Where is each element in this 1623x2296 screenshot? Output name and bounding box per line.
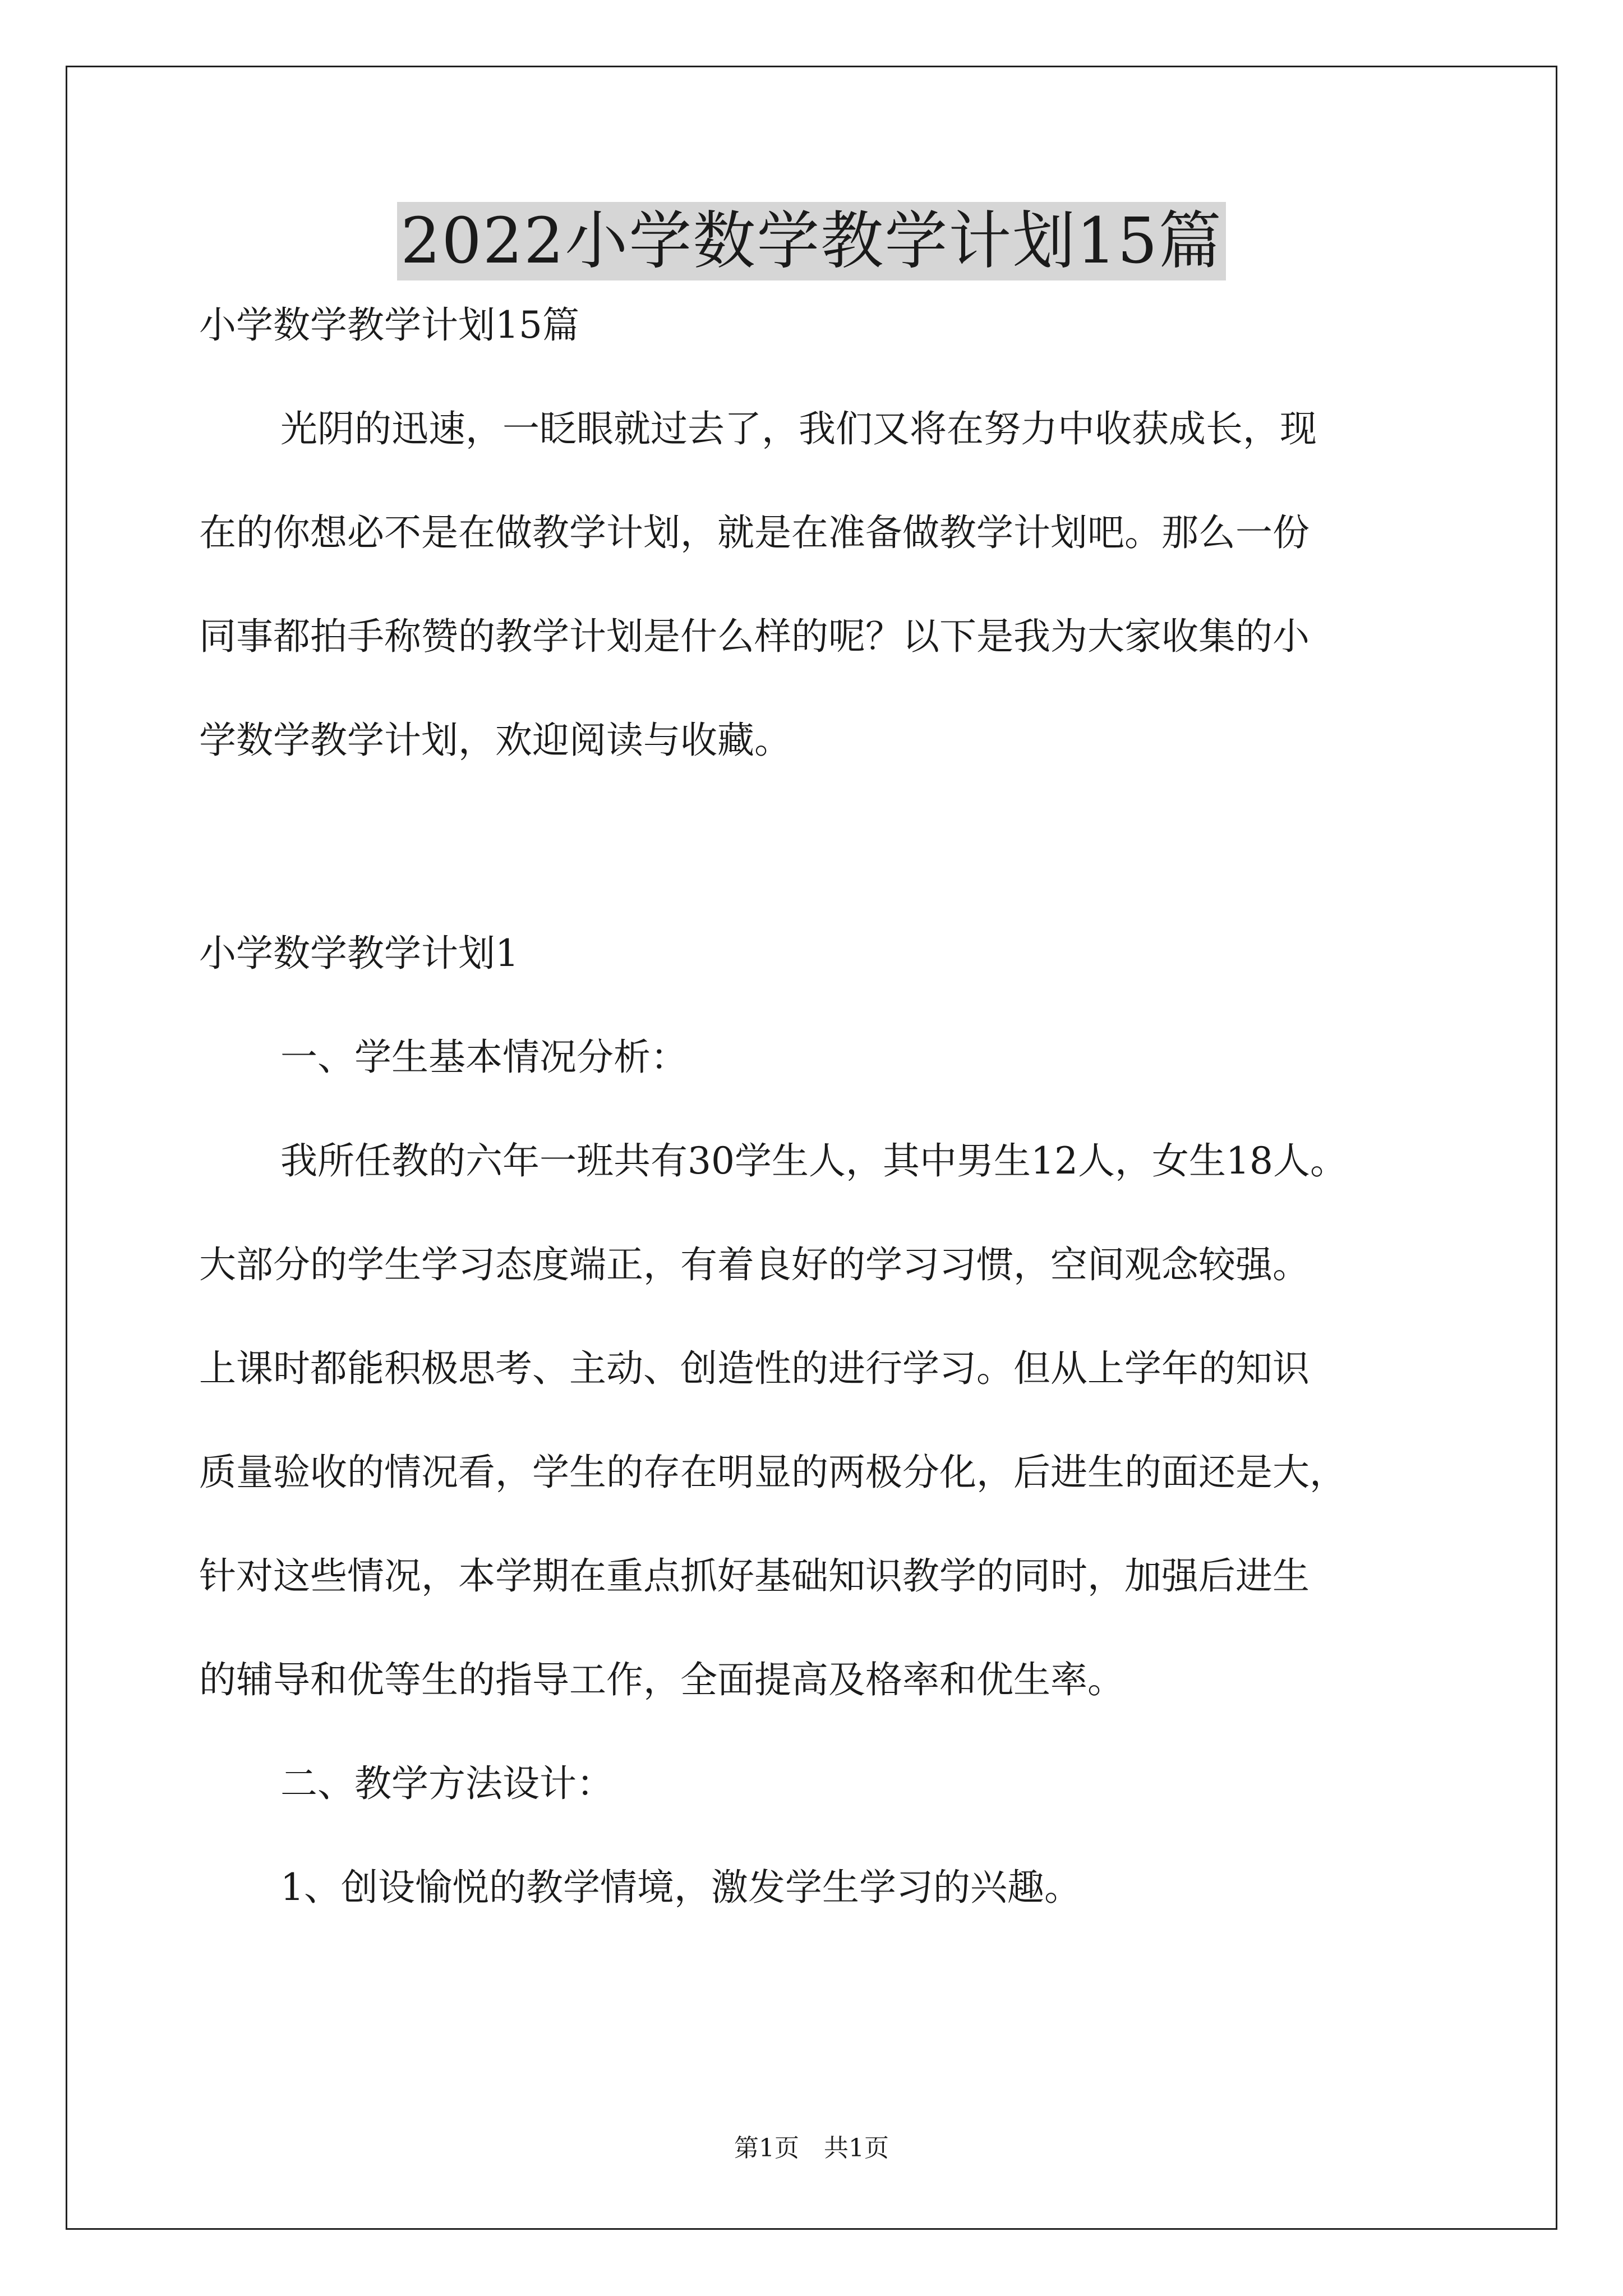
part1-heading: 一、学生基本情况分析： bbox=[280, 1036, 688, 1079]
part1-line: 针对这些情况，本学期在重点抓好基础知识教学的同时，加强后进生 bbox=[199, 1554, 1310, 1598]
page-footer: 第1页 共1页 bbox=[734, 2134, 889, 2162]
part1-line: 质量验收的情况看，学生的存在明显的两极分化，后进生的面还是大， bbox=[199, 1451, 1347, 1494]
part1-line: 我所任教的六年一班共有30学生人，其中男生12人，女生18人。 bbox=[280, 1139, 1347, 1182]
intro-line: 在的你想必不是在做教学计划，就是在准备做教学计划吧。那么一份 bbox=[199, 511, 1310, 554]
part1-line: 上课时都能积极思考、主动、创造性的进行学习。但从上学年的知识 bbox=[199, 1347, 1310, 1390]
title-container bbox=[0, 202, 1623, 280]
part1-line: 大部分的学生学习态度端正，有着良好的学习习惯，空间观念较强。 bbox=[199, 1243, 1310, 1286]
intro-line: 光阴的迅速，一眨眼就过去了，我们又将在努力中收获成长，现 bbox=[280, 407, 1317, 450]
document-title: 2022小学数学教学计划15篇 bbox=[397, 202, 1226, 280]
document-subtitle: 小学数学教学计划15篇 bbox=[199, 303, 579, 347]
document-body bbox=[199, 297, 1433, 1916]
part2-heading: 二、教学方法设计： bbox=[280, 1762, 614, 1805]
intro-line: 同事都拍手称赞的教学计划是什么样的呢？以下是我为大家收集的小 bbox=[199, 615, 1310, 658]
part2-item: 1、创设愉悦的教学情境，激发学生学习的兴趣。 bbox=[280, 1866, 1081, 1909]
part1-line: 的辅导和优等生的指导工作，全面提高及格率和优生率。 bbox=[199, 1658, 1124, 1701]
intro-line: 学数学教学计划，欢迎阅读与收藏。 bbox=[199, 719, 791, 762]
section-heading: 小学数学教学计划1 bbox=[199, 932, 519, 975]
